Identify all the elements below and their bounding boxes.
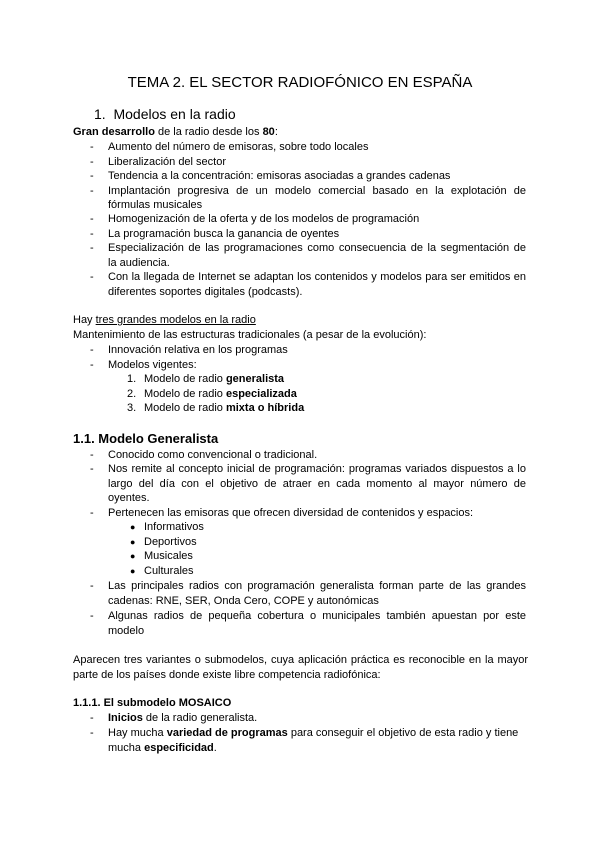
section-1-number: 1. [94,106,106,122]
bullet-dot: ● [130,522,136,532]
numbered-item [144,388,297,401]
bullet-marker: - [90,170,94,182]
bullet-marker: - [90,610,94,622]
variants-paragraph-line-1: Aparecen tres variantes o submodelos, cuya aplicación práctica es reconocible en la mayor [73,654,528,666]
list-item: Innovación relativa en los programas [108,344,288,356]
variants-paragraph-line-2: parte de los países donde existe libre competencia radiofónica: [73,669,381,681]
item-text: Hay mucha [108,727,167,739]
list-item: Especialización de las programaciones como consecuencia de la segmentación de [108,242,526,254]
item-text: mucha [108,742,145,754]
numbered-item [144,373,284,386]
bullet-marker: - [90,449,94,461]
list-number: 2. [127,388,137,400]
list-item: Homogenización de la oferta y de los modelos de programación [108,213,420,225]
sub-list-item: Musicales [144,550,193,562]
list-item-continuation: largo del día con el objetivo de atraer en cada momento al mayor número de [108,478,526,490]
bullet-dot: ● [130,551,136,561]
list-item: Conocido como convencional o tradicional. [108,449,318,461]
item-text: . [213,742,217,754]
numbered-item-bold: generalista [225,373,285,385]
list-item [108,727,518,740]
section-1-heading [94,106,236,122]
sub-list-item: Informativos [144,521,204,533]
models-maintenance: Mantenimiento de las estructuras tradicionales (a pesar de la evolución): [73,329,427,341]
sub-list-item: Deportivos [144,536,197,548]
list-item: Liberalización del sector [108,156,227,168]
numbered-item-prefix: Modelo de radio [144,373,226,385]
bullet-marker: - [90,228,94,240]
list-item: Modelos vigentes: [108,359,197,371]
list-item-continuation: la audiencia. [108,257,170,269]
item-bold: especificidad [144,742,214,754]
page-title: TEMA 2. EL SECTOR RADIOFÓNICO EN ESPAÑA [127,74,473,91]
intro-line [73,126,278,139]
list-item-continuation: fórmulas musicales [108,199,203,211]
bullet-marker: - [90,463,94,475]
list-item [108,712,257,725]
item-rest: de la radio generalista. [142,712,258,724]
sub-list-item: Culturales [144,565,194,577]
section-1-title: Modelos en la radio [113,106,236,122]
intro-end: : [274,126,278,138]
list-item: Nos remite al concepto inicial de programación: programas variados dispuestos a lo [108,463,526,475]
item-bold: Inicios [108,712,143,724]
list-item-continuation: oyentes. [108,492,150,504]
list-item-continuation: modelo [108,625,145,637]
bullet-marker: - [90,712,94,724]
bullet-marker: - [90,242,94,254]
list-item-continuation: diferentes soportes digitales (podcasts). [108,286,303,298]
item-text: para conseguir el objetivo de esta radio y tiene [287,727,519,739]
section-1-1-heading: 1.1. Modelo Generalista [73,431,219,446]
list-item: Aumento del número de emisoras, sobre todo locales [108,141,369,153]
numbered-item-bold: mixta o híbrida [225,402,305,414]
bullet-marker: - [90,156,94,168]
intro-mid: de la radio desde los [154,126,263,138]
bullet-marker: - [90,185,94,197]
list-item: Implantación progresiva de un modelo comercial basado en la explotación de [108,185,526,197]
list-item: Algunas radios de pequeña cobertura o municipales también apuestan por este [108,610,526,622]
bullet-marker: - [90,727,94,739]
bullet-marker: - [90,507,94,519]
list-item: Pertenecen las emisoras que ofrecen diversidad de contenidos y espacios: [108,507,474,519]
list-item: Tendencia a la concentración: emisoras asociadas a grandes cadenas [108,170,451,182]
bullet-dot: ● [130,566,136,576]
models-intro-plain: Hay [73,314,96,326]
list-number: 3. [127,402,137,414]
section-1-1-1-heading: 1.1.1. El submodelo MOSAICO [73,697,232,709]
item-bold: variedad de programas [166,727,288,739]
list-item: La programación busca la ganancia de oyentes [108,228,340,240]
bullet-marker: - [90,344,94,356]
numbered-item-bold: especializada [225,388,297,400]
bullet-marker: - [90,580,94,592]
intro-year: 80 [262,126,275,138]
list-item: Las principales radios con programación generalista forman parte de las grandes [108,580,526,592]
bullet-marker: - [90,359,94,371]
list-item-continuation [108,742,217,755]
models-intro-underlined: tres grandes modelos en la radio [95,314,256,326]
list-item: Con la llegada de Internet se adaptan los contenidos y modelos para ser emitidos en [108,271,526,283]
bullet-marker: - [90,213,94,225]
bullet-marker: - [90,271,94,283]
numbered-item-prefix: Modelo de radio [144,388,226,400]
bullet-dot: ● [130,537,136,547]
intro-bold: Gran desarrollo [73,126,155,138]
numbered-item-prefix: Modelo de radio [144,402,226,414]
numbered-item [144,402,304,415]
list-number: 1. [127,373,137,385]
bullet-marker: - [90,141,94,153]
models-intro [73,314,256,327]
list-item-continuation: cadenas: RNE, SER, Onda Cero, COPE y autonómicas [108,595,379,607]
